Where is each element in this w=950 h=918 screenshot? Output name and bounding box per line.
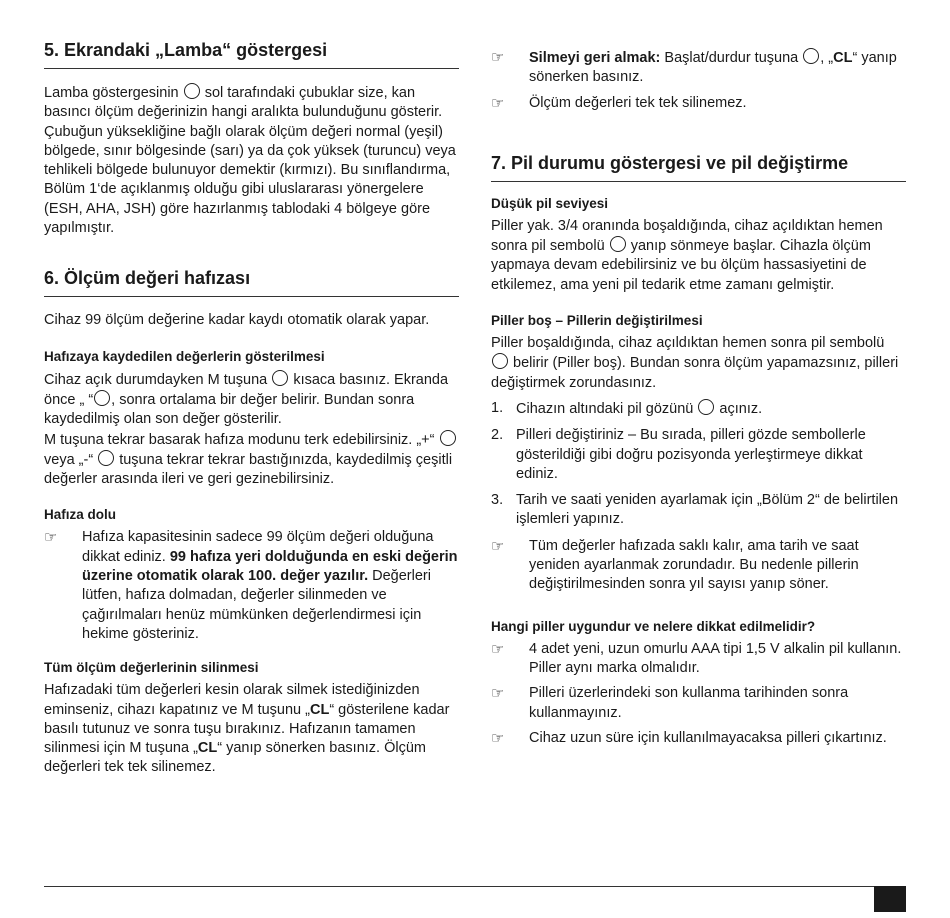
step-number: 1.: [491, 399, 504, 416]
step-text: Tarih ve saati yeniden ayarlamak için „Bölüm 2“ de belirtilen işlemleri yapınız.: [516, 492, 899, 528]
right-column: [491, 48, 906, 754]
pointing-hand-icon: ☞: [491, 537, 505, 555]
pointing-hand-icon: ☞: [491, 94, 505, 112]
text: sol tarafındaki çubuklar size, kan basıncı ölçüm değerinizin hangi aralıkta bulunduğunu gösterir.: [44, 85, 443, 121]
step-3: [491, 491, 906, 530]
section-5-paragraph-2: Çubuğun yüksekliğine bağlı olarak ölçüm değeri normal (yeşil) bölgede, sınır bölgesinde (sarı) ya da çok yüksek (turuncu) veya tehlikeli bölgede bulunuyor demektir (kırmızı). Bu sınıflandırma, Bölüm 1‘de açıklanmış olduğu gibi uluslararası yönergelere (ESH, AHA, JSH) göre hazırlanmış tablodaki 4 bölgeye göre yapılmıştır.: [44, 123, 456, 237]
battery-note-2: [491, 684, 906, 723]
section-5-paragraph-1: [44, 83, 459, 123]
battery-note-3: [491, 729, 906, 748]
battery-symbol-icon: [492, 353, 508, 369]
text: tuşuna tekrar tekrar bastığınızda, kaydedilmiş çeşitli değerler arasında ileri ve geri gezinebilirsiniz.: [44, 451, 453, 488]
step-number: 3.: [491, 492, 504, 509]
step-2: [491, 426, 906, 484]
battery-note-text: Pilleri üzerlerindeki son kullanma tarihinden sonra kullanmayınız.: [529, 685, 849, 721]
battery-note-text: Cihaz uzun süre için kullanılmayacaksa pilleri çıkartınız.: [529, 729, 887, 746]
cl-code: CL: [833, 50, 853, 66]
text: Piller boşaldığında, cihaz açıldıktan hemen sonra pil sembolü: [491, 335, 885, 352]
empty-battery-heading: Piller boş – Pillerin değiştirilmesi: [491, 313, 703, 329]
start-stop-button-icon: [803, 48, 819, 64]
text: belirir (Piller boş). Bundan sonra ölçüm yapamazsınız, pilleri değiştirmek zorundasınız.: [491, 355, 899, 391]
text: , sonra ortalama bir değer belirir. Bundan sonra kaydedilmiş olan son değer gösterilir.: [44, 391, 415, 428]
pointing-hand-icon: ☞: [491, 640, 505, 658]
battery-compartment-icon: [698, 399, 714, 415]
minus-button-icon: [98, 450, 114, 466]
text: Piller yak. 3/4 oranında boşaldığında, cihaz açıldıktan hemen sonra pil sembolü: [491, 217, 883, 255]
battery-symbol-icon: [610, 236, 626, 252]
memory-full-text: [82, 528, 459, 644]
text-bold: 99 hafıza yeri dolduğunda en eski değerin üzerine otomatik olarak 100. değer yazılır.: [82, 548, 458, 585]
section-7-title: 7. Pil durumu göstergesi ve pil değiştirme: [491, 153, 906, 182]
step-1: [491, 399, 906, 419]
single-delete-note: [491, 94, 906, 113]
section-6-title: 6. Ölçüm değeri hafızası: [44, 268, 459, 297]
low-battery-heading: Düşük pil seviyesi: [491, 195, 609, 211]
step-text: [516, 399, 906, 419]
delete-all-paragraph: [44, 681, 459, 777]
text: “ yanıp sönerken basınız. Ölçüm değerleri tek tek silinemez.: [44, 740, 427, 776]
memory-full-note: [44, 528, 459, 644]
lamp-indicator-icon: [184, 83, 200, 99]
text: “ gösterilene kadar basılı tutunuz ve sonra tuşu bırakınız. Hafızanın tamamen silinmesi için M tuşuna „: [44, 701, 450, 757]
text: Değerleri lütfen, hafıza dolmadan, değerler silinmeden ve çağırılmaları henüz mümkünken değerlendirmesi için hekime gösteriniz.: [82, 568, 431, 642]
cl-code: CL: [309, 701, 330, 718]
pointing-hand-icon: ☞: [491, 685, 505, 703]
m-button-icon: [272, 370, 288, 386]
memory-full-heading: Hafıza dolu: [44, 507, 117, 523]
average-symbol-icon: [94, 390, 110, 406]
left-column: [44, 40, 459, 778]
battery-change-note-text: Tüm değerler hafızada saklı kalır, ama tarih ve saat yeniden ayarlanmak zorundadır. Bu nedenle pillerin değiştirilmesinden sonra yıl sayısı yanıp söner.: [529, 537, 859, 593]
plus-button-icon: [440, 430, 456, 446]
pointing-hand-icon: ☞: [44, 529, 58, 547]
battery-note-1: [491, 640, 906, 679]
section-5-title: 5. Ekrandaki „Lamba“ göstergesi: [44, 40, 459, 69]
single-delete-text: Ölçüm değerleri tek tek silinemez.: [529, 94, 747, 111]
text: M tuşuna tekrar basarak hafıza modunu terk edebilirsiniz. „+“: [44, 431, 435, 448]
delete-all-heading: Tüm ölçüm değerlerinin silinmesi: [44, 660, 259, 676]
low-battery-paragraph: [491, 217, 906, 295]
text: Lamba göstergesinin: [44, 85, 179, 101]
text: , „: [820, 50, 834, 66]
empty-battery-paragraph: [491, 334, 906, 393]
text: “ yanıp sönerken basınız.: [529, 50, 897, 86]
text: kısaca basınız. Ekranda önce „ “: [44, 371, 449, 408]
text: Hafızadaki tüm değerleri kesin olarak silmek istediğinizden eminseniz, cihazı kapatınız ve M tuşunu „: [44, 682, 420, 718]
page-marker: [874, 886, 906, 912]
text: Hafıza kapasitesinin sadece 99 ölçüm değeri olduğuna dikkat ediniz.: [82, 529, 434, 565]
undo-delete-text: [529, 48, 906, 88]
section-6-intro: Cihaz 99 ölçüm değerine kadar kaydı otomatik olarak yapar.: [44, 312, 430, 329]
text: veya „-“: [44, 451, 94, 468]
pointing-hand-icon: ☞: [491, 49, 505, 66]
footer-divider: [44, 886, 906, 887]
undo-delete-note: [491, 48, 906, 88]
pointing-hand-icon: ☞: [491, 729, 505, 747]
text: Cihazın altındaki pil gözünü: [516, 400, 694, 417]
battery-note-text: 4 adet yeni, uzun omurlu AAA tipi 1,5 V alkalin pil kullanın. Piller aynı marka olmalıdır.: [529, 640, 902, 676]
step-text: Pilleri değiştiriniz – Bu sırada, pilleri gözde sembollerle gösterildiği gibi doğru pozisyonda yerleştirmeye dikkat ediniz.: [516, 427, 866, 482]
battery-types-heading: Hangi piller uygundur ve nelere dikkat edilmelidir?: [491, 618, 816, 634]
text: Cihaz açık durumdayken M tuşuna: [44, 371, 268, 388]
cl-code: CL: [197, 740, 218, 757]
memory-display-paragraph: [44, 370, 459, 490]
text: yanıp sönmeye başlar. Cihazla ölçüm yapmaya devam edebilirsiniz ve bu ölçüm hassasiyetini de etkilemez, ama yeni pil tedarik etme zamanı gelmiştir.: [491, 238, 871, 293]
battery-change-note: [491, 537, 906, 595]
memory-display-heading: Hafızaya kaydedilen değerlerin gösterilmesi: [44, 348, 325, 364]
text-bold: Silmeyi geri almak:: [529, 50, 661, 66]
text: açınız.: [719, 400, 763, 417]
step-number: 2.: [491, 427, 504, 444]
text: Başlat/durdur tuşuna: [664, 50, 799, 66]
